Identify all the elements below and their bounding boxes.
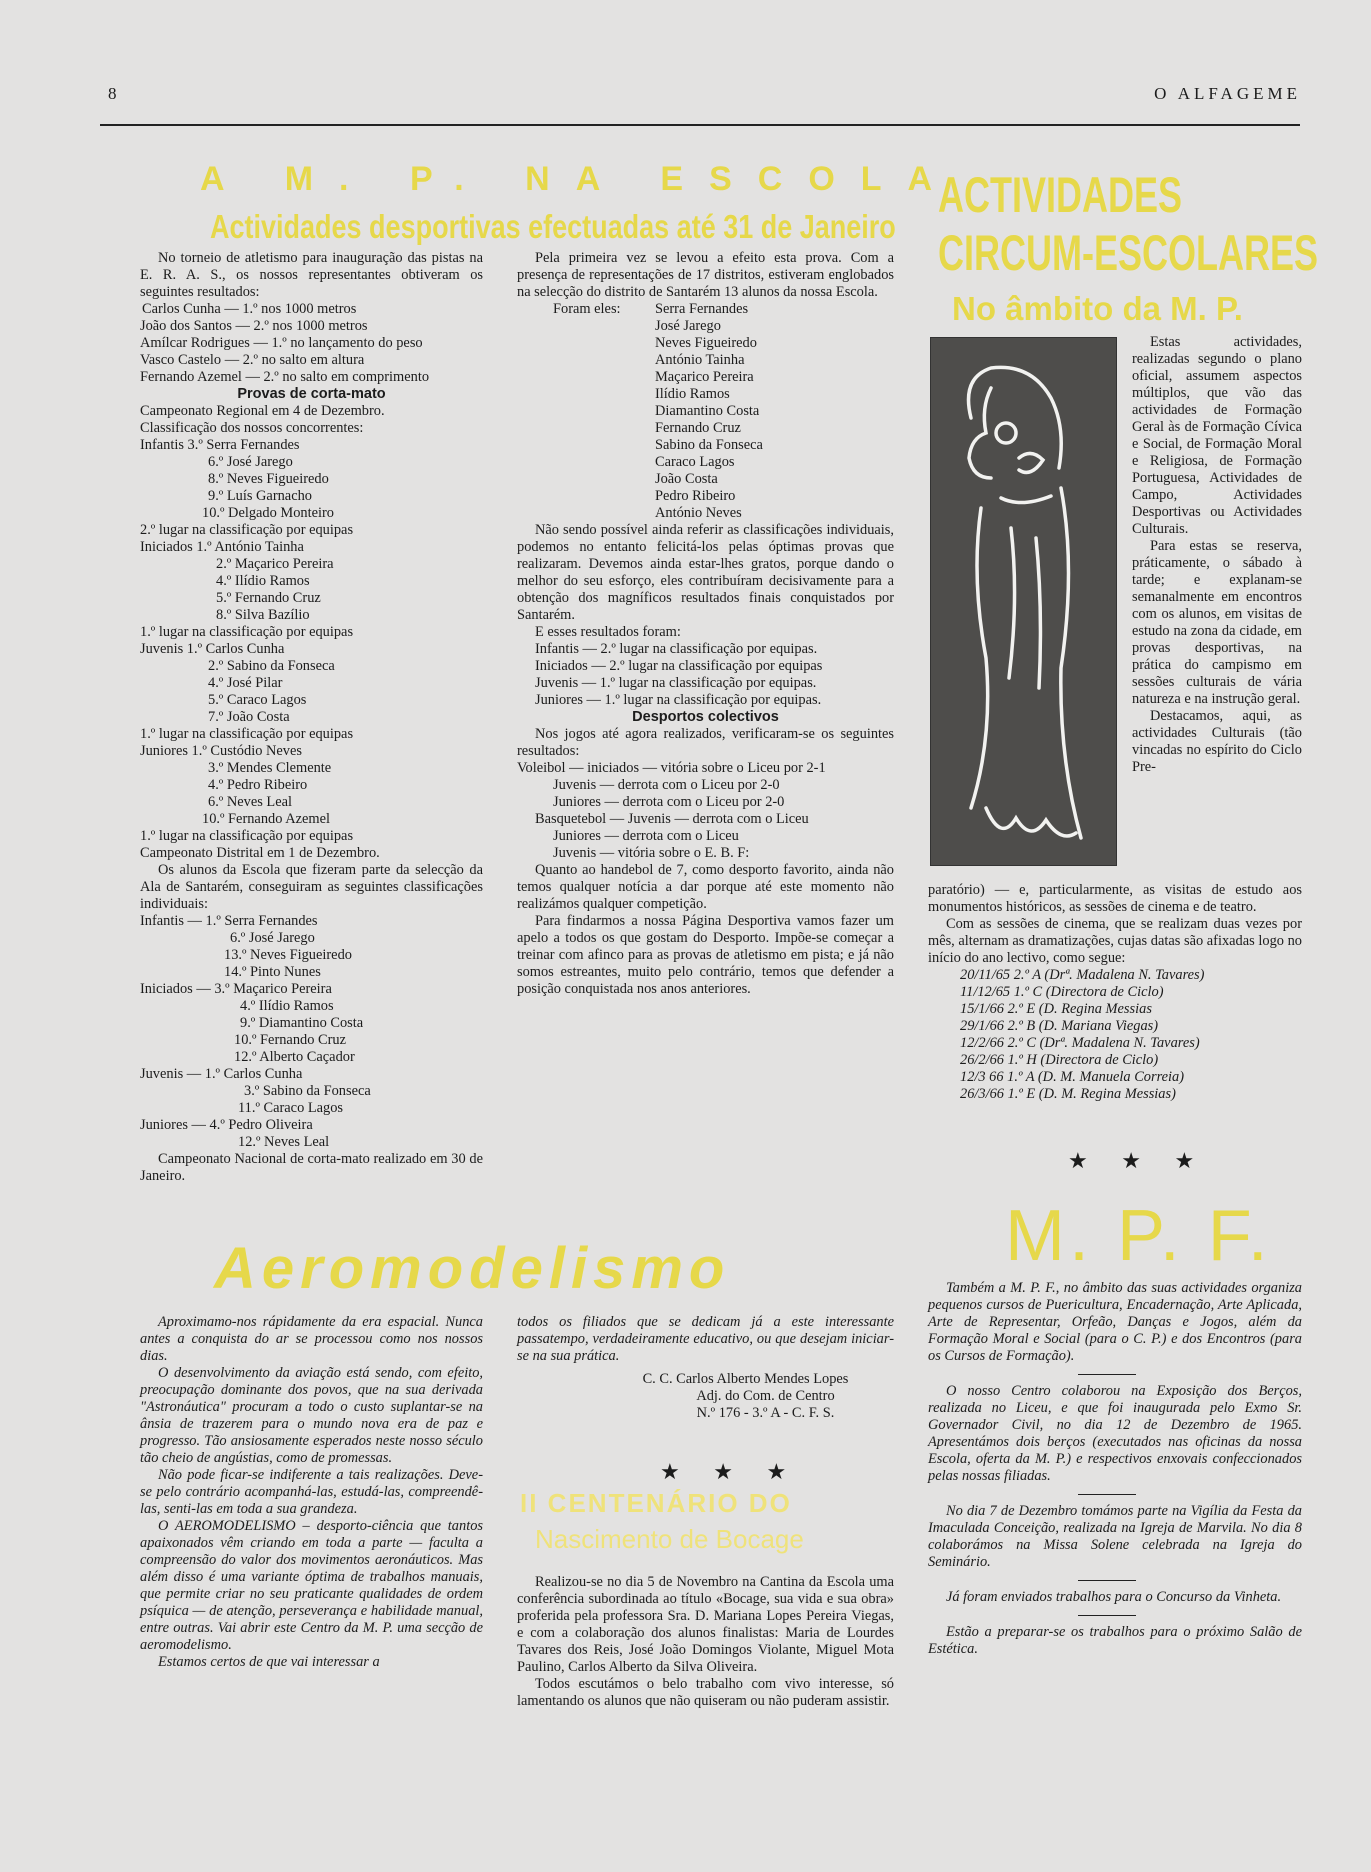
mpf-paragraph: Também a M. P. F., no âmbito das suas actividades organiza pequenos cursos de Puericultura, Encadernação, Arte Aplicada, Arte de Representar, Orfeão, Danças e Jogos, além da Formação Moral e Social (para o C. P.) e dos Encontros (para os Cursos de Formação). <box>928 1280 1302 1364</box>
woodcut-figure-image <box>930 337 1117 866</box>
aero-paragraph: O desenvolvimento da aviação está sendo, com efeito, preocupação dominante dos povos, que na sua derivada "Astronáutica" procuram a todo o custo suplantar-se na ânsia de trazerem para o mundo nova era de paz e progresso. Tão ansiosamente esperados neste nosso século tão cheio de angústias, como de promessas. <box>140 1365 483 1466</box>
mpf-title: M. P. F. <box>1005 1196 1272 1276</box>
stars-separator: ★ ★ ★ <box>1068 1148 1209 1173</box>
corta-line: Iniciados 1.º António Tainha <box>140 539 304 555</box>
amp-middle-column <box>517 250 894 998</box>
corta-line: 6.º José Jarego <box>208 454 293 470</box>
bocage-paragraph: Realizou-se no dia 5 de Novembro na Cantina da Escola uma conferência subordinada ao título «Bocage, sua vida e sua obra» proferida pela professora Sra. D. Mariana Lopes Pereira Viegas, e com a colaboração dos alunos finalistas: Maria de Lourdes Tavares dos Reis, José João Domingos Violante, Miguel Mota Paulino, Carlos Alberto da Silva Oliveira. <box>517 1574 894 1675</box>
corta-line: Campeonato Distrital em 1 de Dezembro. <box>140 845 380 861</box>
circum-title <box>938 166 1370 282</box>
desportos-line: Juniores — derrota com o Liceu por 2-0 <box>553 794 785 810</box>
schedule-row: 12/3 66 1.º A (D. M. Manuela Correia) <box>960 1069 1185 1085</box>
result-line: Carlos Cunha — 1.º nos 1000 metros <box>142 301 357 317</box>
corta-line: 2.º Maçarico Pereira <box>216 556 334 572</box>
schedule-row: 26/2/66 1.º H (Directora de Ciclo) <box>960 1052 1159 1068</box>
corta-line: Infantis 3.º Serra Fernandes <box>140 437 300 453</box>
circum-side-column <box>1132 334 1302 776</box>
athlete-name: Serra Fernandes <box>655 301 749 317</box>
foram-names <box>655 301 763 522</box>
bocage-title-line2: Nascimento de Bocage <box>535 1524 804 1554</box>
desportos-heading: Desportos colectivos <box>632 709 779 725</box>
bocage-column <box>517 1574 894 1710</box>
corta-line: Campeonato Nacional de corta-mato realizado em 30 de Janeiro. <box>140 1151 483 1184</box>
corta-line: 4.º Ilídio Ramos <box>240 998 334 1014</box>
corta-line: Juvenis 1.º Carlos Cunha <box>140 641 285 657</box>
athlete-name: João Costa <box>655 471 718 487</box>
athlete-name: Caraco Lagos <box>655 454 735 470</box>
mpf-separator <box>928 1365 1302 1383</box>
corta-line: 3.º Sabino da Fonseca <box>244 1083 371 1099</box>
circum-subtitle: No âmbito da M. P. <box>952 290 1243 327</box>
corta-line: 2.º Sabino da Fonseca <box>208 658 335 674</box>
mid-paragraph: Para findarmos a nossa Página Desportiva vamos fazer um apelo a todos os que gostam do Desporto. Impõe-se começar a treinar com afinco para as provas de atletismo em pista; e já não somos estreantes, muito pelo contrário, temos que defender a posição conquistada nos anos anteriores. <box>517 913 894 997</box>
corta-line: 6.º Neves Leal <box>208 794 292 810</box>
corta-line: 12.º Neves Leal <box>238 1134 330 1150</box>
corta-line: 10.º Delgado Monteiro <box>202 505 334 521</box>
corta-line: 11.º Caraco Lagos <box>238 1100 344 1116</box>
corta-line: 7.º João Costa <box>208 709 290 725</box>
desportos-line: Juvenis — derrota com o Liceu por 2-0 <box>553 777 780 793</box>
corta-line: Juniores — 4.º Pedro Oliveira <box>140 1117 313 1133</box>
mpf-paragraph: O nosso Centro colaborou na Exposição dos Berços, realizada no Liceu, e que foi inaugurada pelo Exmo Sr. Governador Civil, no dia 12 de Dezembro de 1965. Apresentámos dois berços (executados nas oficinas da nossa Escola, oferta da M. P.) e respectivos enxovais confeccionados pelas nossas filiadas. <box>928 1383 1302 1484</box>
corta-line: 10.º Fernando Azemel <box>202 811 330 827</box>
corta-line: 3.º Mendes Clemente <box>208 760 332 776</box>
desportos-line: Basquetebol — Juvenis — derrota com o Liceu <box>535 811 809 827</box>
corta-line: 12.º Alberto Caçador <box>234 1049 355 1065</box>
mpf-column <box>928 1280 1302 1658</box>
stars-separator: ★ ★ ★ <box>660 1459 801 1484</box>
circum-full-text: Com as sessões de cinema, que se realizam duas vezes por mês, alternam as dramatizações, cujas datas são afixadas logo no início do ano lectivo, como segue: <box>928 916 1302 966</box>
corta-line: Infantis — 1.º Serra Fernandes <box>140 913 318 929</box>
corta-line: Os alunos da Escola que fizeram parte da selecção da Ala de Santarém, conseguiram as seguintes classificações individuais: <box>140 862 483 912</box>
schedule-row: 26/3/66 1.º E (D. M. Regina Messias) <box>960 1086 1176 1102</box>
mid-paragraph: E esses resultados foram: <box>535 624 681 640</box>
amp-title: A M. P. NA ESCOLA <box>200 160 959 198</box>
athlete-name: Maçarico Pereira <box>655 369 754 385</box>
corta-line: 1.º lugar na classificação por equipas <box>140 726 354 742</box>
corta-line: Juvenis — 1.º Carlos Cunha <box>140 1066 303 1082</box>
corta-line: 5.º Fernando Cruz <box>216 590 321 606</box>
mpf-separator <box>928 1571 1302 1589</box>
athlete-name: Pedro Ribeiro <box>655 488 736 504</box>
page-number: 8 <box>108 84 117 103</box>
corta-line: 4.º José Pilar <box>208 675 283 691</box>
athlete-name: António Tainha <box>655 352 745 368</box>
aero-signature-role: Adj. do Com. de Centro <box>696 1388 835 1404</box>
schedule-row: 11/12/65 1.º C (Directora de Ciclo) <box>960 984 1164 1000</box>
corta-line: 1.º lugar na classificação por equipas <box>140 828 354 844</box>
circum-side-text: Estas actividades, realizadas segundo o plano oficial, assumem aspectos múltiplos, que vão das actividades de Formação Geral às de Formação Cívica e Social, de Formação Moral e Religiosa, de Formação Portuguesa, Actividades de Campo, Actividades Desportivas ou Actividades Culturais. <box>1132 334 1302 537</box>
schedule-row: 29/1/66 2.º B (D. Mariana Viegas) <box>960 1018 1159 1034</box>
publication-title: O ALFAGEME <box>1154 84 1301 103</box>
header-rule <box>100 124 1300 126</box>
circum-side-text: Para estas se reserva, práticamente, o sábado à tarde; e explanam-se semanalmente em encontros com os alunos, em visitas de estudo na zona da cidade, em provas desportivas, na prática do campismo em sessões culturais de vária natureza e na instrução geral. <box>1132 538 1302 707</box>
woodcut-figure-icon <box>931 338 1116 865</box>
corta-line: Juniores 1.º Custódio Neves <box>140 743 302 759</box>
corta-mato-heading: Provas de corta-mato <box>237 386 386 402</box>
aero-paragraph: Não pode ficar-se indiferente a tais realizações. Deve-se pelo contrário acompanhá-las, estudá-las, compreendê-las, senti-las em toda a sua grandeza. <box>140 1467 483 1517</box>
result-line: Infantis — 2.º lugar na classificação por equipas. <box>535 641 818 657</box>
aero-right-column <box>517 1314 894 1422</box>
mpf-paragraph: Já foram enviados trabalhos para o Concurso da Vinheta. <box>946 1589 1282 1605</box>
corta-line: 9.º Diamantino Costa <box>240 1015 364 1031</box>
result-line: Vasco Castelo — 2.º no salto em altura <box>140 352 365 368</box>
mpf-paragraph: Estão a preparar-se os trabalhos para o próximo Salão de Estética. <box>928 1624 1302 1657</box>
result-line: Juniores — 1.º lugar na classificação por equipas. <box>535 692 822 708</box>
athlete-name: Sabino da Fonseca <box>655 437 763 453</box>
mid-intro: Pela primeira vez se levou a efeito esta prova. Com a presença de representações de 17 distritos, estiveram englobados na selecção do distrito de Santarém 13 alunos da nossa Escola. <box>517 250 894 300</box>
desportos-line: Juvenis — vitória sobre o E. B. F: <box>553 845 750 861</box>
mid-paragraph: Quanto ao handebol de 7, como desporto favorito, ainda não temos qualquer notícia a dar porque até este momento não realizámos qualquer competição. <box>517 862 894 912</box>
aero-paragraph: Aproximamo-nos rápidamente da era espacial. Nunca antes a conquista do ar se processou como nos nossos dias. <box>140 1314 483 1364</box>
corta-line: 10.º Fernando Cruz <box>234 1032 346 1048</box>
result-line: Amílcar Rodrigues — 1.º no lançamento do peso <box>140 335 423 351</box>
circum-title-line2: CIRCUM-ESCOLARES <box>938 225 1319 281</box>
aero-signature-name: C. C. Carlos Alberto Mendes Lopes <box>642 1371 849 1387</box>
athlete-name: Diamantino Costa <box>655 403 760 419</box>
corta-line: 8.º Neves Figueiredo <box>208 471 329 487</box>
amp-intro: No torneio de atletismo para inauguração das pistas na E. R. A. S., os nossos representantes obtiveram os seguintes resultados: <box>140 250 483 300</box>
foram-block <box>517 301 894 522</box>
foram-label: Foram eles: <box>553 301 621 317</box>
corta-line: 9.º Luís Garnacho <box>208 488 312 504</box>
athlete-name: Neves Figueiredo <box>655 335 757 351</box>
corta-line: 2.º lugar na classificação por equipas <box>140 522 354 538</box>
mpf-paragraph: No dia 7 de Dezembro tomámos parte na Vigília da Festa da Imaculada Conceição, realizada na Igreja de Marvila. No dia 8 colaborámos na Missa Solene celebrada na Igreja do Seminário. <box>928 1503 1302 1570</box>
amp-left-column <box>140 250 483 1185</box>
corta-line: 14.º Pinto Nunes <box>224 964 321 980</box>
mpf-separator <box>928 1485 1302 1503</box>
corta-line: 4.º Ilídio Ramos <box>216 573 310 589</box>
circum-side-text: Destacamos, aqui, as actividades Culturais (tão vincadas no espírito do Ciclo Pre- <box>1132 708 1302 775</box>
desportos-line: Voleibol — iniciados — vitória sobre o Liceu por 2-1 <box>517 760 826 776</box>
amp-subtitle: Actividades desportivas efectuadas até 31 de Janeiro <box>210 208 896 246</box>
schedule-row: 12/2/66 2.º C (Drª. Madalena N. Tavares) <box>960 1035 1200 1051</box>
athlete-name: José Jarego <box>655 318 721 334</box>
mid-paragraph: Não sendo possível ainda referir as classificações individuais, podemos no entanto felicitá-los pelas óptimas provas que realizaram. Devemos ainda estar-lhes gratos, porque dando o melhor do seu esforço, eles contribuíram decisivamente para a obtenção dos magníficos resultados finais conquistados por Santarém. <box>517 522 894 623</box>
aero-paragraph: Estamos certos de que vai interessar a <box>158 1654 380 1670</box>
aero-paragraph: todos os filiados que se dedicam já a este interessante passatempo, verdadeiramente educativo, ou que desejam iniciar-se na sua prática. <box>517 1314 894 1364</box>
circum-full-text: paratório) — e, particularmente, as visitas de estudo aos monumentos históricos, as sessões de cinema e de teatro. <box>928 882 1302 915</box>
aero-title: Aeromodelismo <box>214 1236 731 1301</box>
corta-line: 1.º lugar na classificação por equipas <box>140 624 354 640</box>
bocage-title-line1: II CENTENÁRIO DO <box>520 1488 792 1518</box>
bocage-paragraph: Todos escutámos o belo trabalho com vivo interesse, só lamentando os alunos que não quiseram ou não puderam assistir. <box>517 1676 894 1709</box>
schedule-row: 15/1/66 2.º E (D. Regina Messias <box>960 1001 1152 1017</box>
result-line: Fernando Azemel — 2.º no salto em comprimento <box>140 369 430 385</box>
result-line: Iniciados — 2.º lugar na classificação por equipas <box>535 658 823 674</box>
corta-line: 5.º Caraco Lagos <box>208 692 307 708</box>
circum-title-line1: ACTIVIDADES <box>938 167 1183 223</box>
result-line: Juvenis — 1.º lugar na classificação por equipas. <box>535 675 817 691</box>
corta-line: 6.º José Jarego <box>230 930 315 946</box>
mpf-separator <box>928 1606 1302 1624</box>
result-line: João dos Santos — 2.º nos 1000 metros <box>140 318 368 334</box>
corta-line: 8.º Silva Bazílio <box>216 607 310 623</box>
corta-line: 13.º Neves Figueiredo <box>224 947 352 963</box>
aero-signature-number: N.º 176 - 3.º A - C. F. S. <box>696 1405 835 1421</box>
corta-line: Campeonato Regional em 4 de Dezembro. <box>140 403 385 419</box>
athlete-name: Ilídio Ramos <box>655 386 730 402</box>
aero-paragraph: O AEROMODELISMO – desporto-ciência que tantos apaixonados vêm criando em toda a parte — faculta a compreensão do valor dos movimentos aeronáuticos. Mas além disso é uma variante óptima de trabalhos manuais, que permite criar no seu praticante qualidades de ordem psíquica — de atenção, perseverança e habilidade manual, entre outras. Vai abrir este Centro da M. P. uma secção de aeromodelismo. <box>140 1518 483 1653</box>
athlete-name: Fernando Cruz <box>655 420 741 436</box>
corta-line: Iniciados — 3.º Maçarico Pereira <box>140 981 332 997</box>
aero-left-column <box>140 1314 483 1671</box>
cinema-schedule <box>928 967 1302 1103</box>
circum-full-column <box>928 882 1302 1103</box>
desportos-line: Juniores — derrota com o Liceu <box>553 828 739 844</box>
corta-line: Classificação dos nossos concorrentes: <box>140 420 364 436</box>
corta-line: 4.º Pedro Ribeiro <box>208 777 308 793</box>
athlete-name: António Neves <box>655 505 742 521</box>
desportos-intro: Nos jogos até agora realizados, verificaram-se os seguintes resultados: <box>517 726 894 759</box>
schedule-row: 20/11/65 2.º A (Drª. Madalena N. Tavares) <box>960 967 1205 983</box>
